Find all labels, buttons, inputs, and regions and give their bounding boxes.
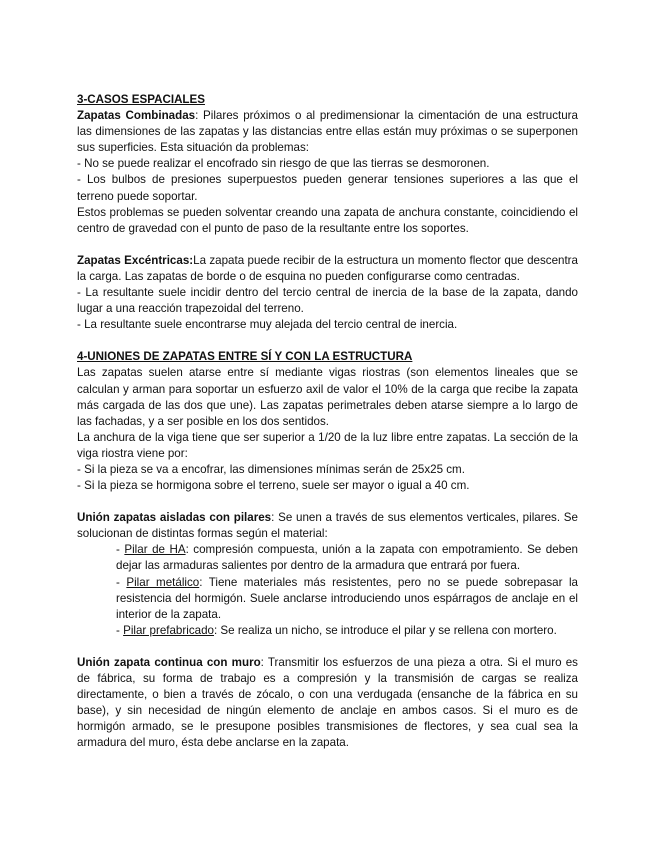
- combinadas-solution: Estos problemas se pueden solventar creando una zapata de anchura constante, coincidiendo el centro de gravedad con el punto de paso de la resultante entre los soportes.: [77, 205, 578, 235]
- union-pilares-label: Unión zapatas aisladas con pilares: [77, 511, 272, 525]
- list-item: [77, 542, 578, 574]
- pilar-metalico-text: : Tiene materiales más resistentes, pero no se puede sobrepasar la resistencia del hormigón. Suele anclarse introduciendo unos espárragos de anclaje en el interior de la zapata.: [116, 575, 578, 621]
- union-muro-text: : Transmitir los esfuerzos de una pieza a otra. Si el muro es de fábrica, su forma de trabajo es a compresión y la transmisión de cargas se realiza directamente, o bien a través de zócalo, o con una verdugada (ensanche de la fábrica en su base), y sin necesidad de ningún elemento de anclaje en ambos casos. Si el muro es de hormigón armado, se le presupone posibles transmisiones de flectores, y sea cual sea la armadura del muro, ésta debe anclarse en la zapata.: [77, 655, 578, 750]
- zapatas-excentricas-paragraph: [77, 253, 578, 285]
- list-item: [77, 623, 578, 639]
- list-item: - Si la pieza se va a encofrar, las dimensiones mínimas serán de 25x25 cm.: [77, 462, 465, 476]
- pilar-ha-text: : compresión compuesta, unión a la zapata con empotramiento. Se deben dejar las armaduras salientes por dentro de la armadura que entrará por fuera.: [116, 543, 578, 573]
- union-muro-label: Unión zapata continua con muro: [77, 655, 261, 669]
- zapatas-excentricas-label: Zapatas Excéntricas:: [77, 253, 194, 267]
- union-pilares-text: : Se unen a través de sus elementos verticales, pilares. Se solucionan de distintas formas según el material:: [77, 511, 578, 541]
- zapatas-combinadas-text: : Pilares próximos o al predimensionar la cimentación de una estructura las dimensiones de las zapatas y las distancias entre ellas están muy próximas o se superponen sus superficies. Esta situación da problemas:: [77, 109, 578, 155]
- riostras-intro: Las zapatas suelen atarse entre sí mediante vigas riostras (son elementos lineales que se calculan y arman para soportar un esfuerzo axil de valor el 10% de la carga que recibe la zapata más cargada de las dos que une). Las zapatas perimetrales deben atarse siempre a lo largo de las fachadas, y a ser posible en los dos sentidos.: [77, 366, 578, 428]
- zapatas-excentricas-text: La zapata puede recibir de la estructura un momento flector que descentra la carga. Las zapatas de borde o de esquina no pueden configurarse como centradas.: [77, 253, 578, 283]
- section-3-title: 3-CASOS ESPACIALES: [77, 93, 205, 106]
- list-item: - Los bulbos de presiones superpuestos pueden generar tensiones superiores a las que el terreno puede soportar.: [77, 173, 578, 203]
- list-item: - Si la pieza se hormigona sobre el terreno, suele ser mayor o igual a 40 cm.: [77, 479, 470, 493]
- zapatas-combinadas-label: Zapatas Combinadas: [77, 109, 196, 123]
- viga-width-paragraph: La anchura de la viga tiene que ser superior a 1/20 de la luz libre entre zapatas. La sección de la viga riostra viene por:: [77, 430, 578, 460]
- pilar-ha-term: Pilar de HA: [124, 543, 186, 557]
- list-dash: -: [116, 575, 127, 589]
- union-muro-paragraph: [77, 655, 578, 752]
- list-item: - La resultante suele incidir dentro del tercio central de inercia de la base de la zapata, dando lugar a una reacción trapezoidal del terreno.: [77, 286, 578, 316]
- pilar-prefabricado-text: : Se realiza un nicho, se introduce el pilar y se rellena con mortero.: [213, 623, 557, 637]
- pilar-metalico-term: Pilar metálico: [126, 575, 200, 589]
- zapatas-combinadas-paragraph: [77, 108, 578, 156]
- union-pilares-paragraph: [77, 510, 578, 542]
- list-item: [77, 575, 578, 623]
- pilar-prefabricado-term: Pilar prefabricado: [123, 623, 214, 637]
- document-page: [77, 92, 578, 751]
- section-4-title: 4-UNIONES DE ZAPATAS ENTRE SÍ Y CON LA ESTRUCTURA: [77, 350, 413, 364]
- list-dash: -: [116, 623, 124, 637]
- list-item: - La resultante suele encontrarse muy alejada del tercio central de inercia.: [77, 318, 458, 332]
- list-item: - No se puede realizar el encofrado sin riesgo de que las tierras se desmoronen.: [77, 157, 490, 171]
- list-dash: -: [116, 543, 125, 557]
